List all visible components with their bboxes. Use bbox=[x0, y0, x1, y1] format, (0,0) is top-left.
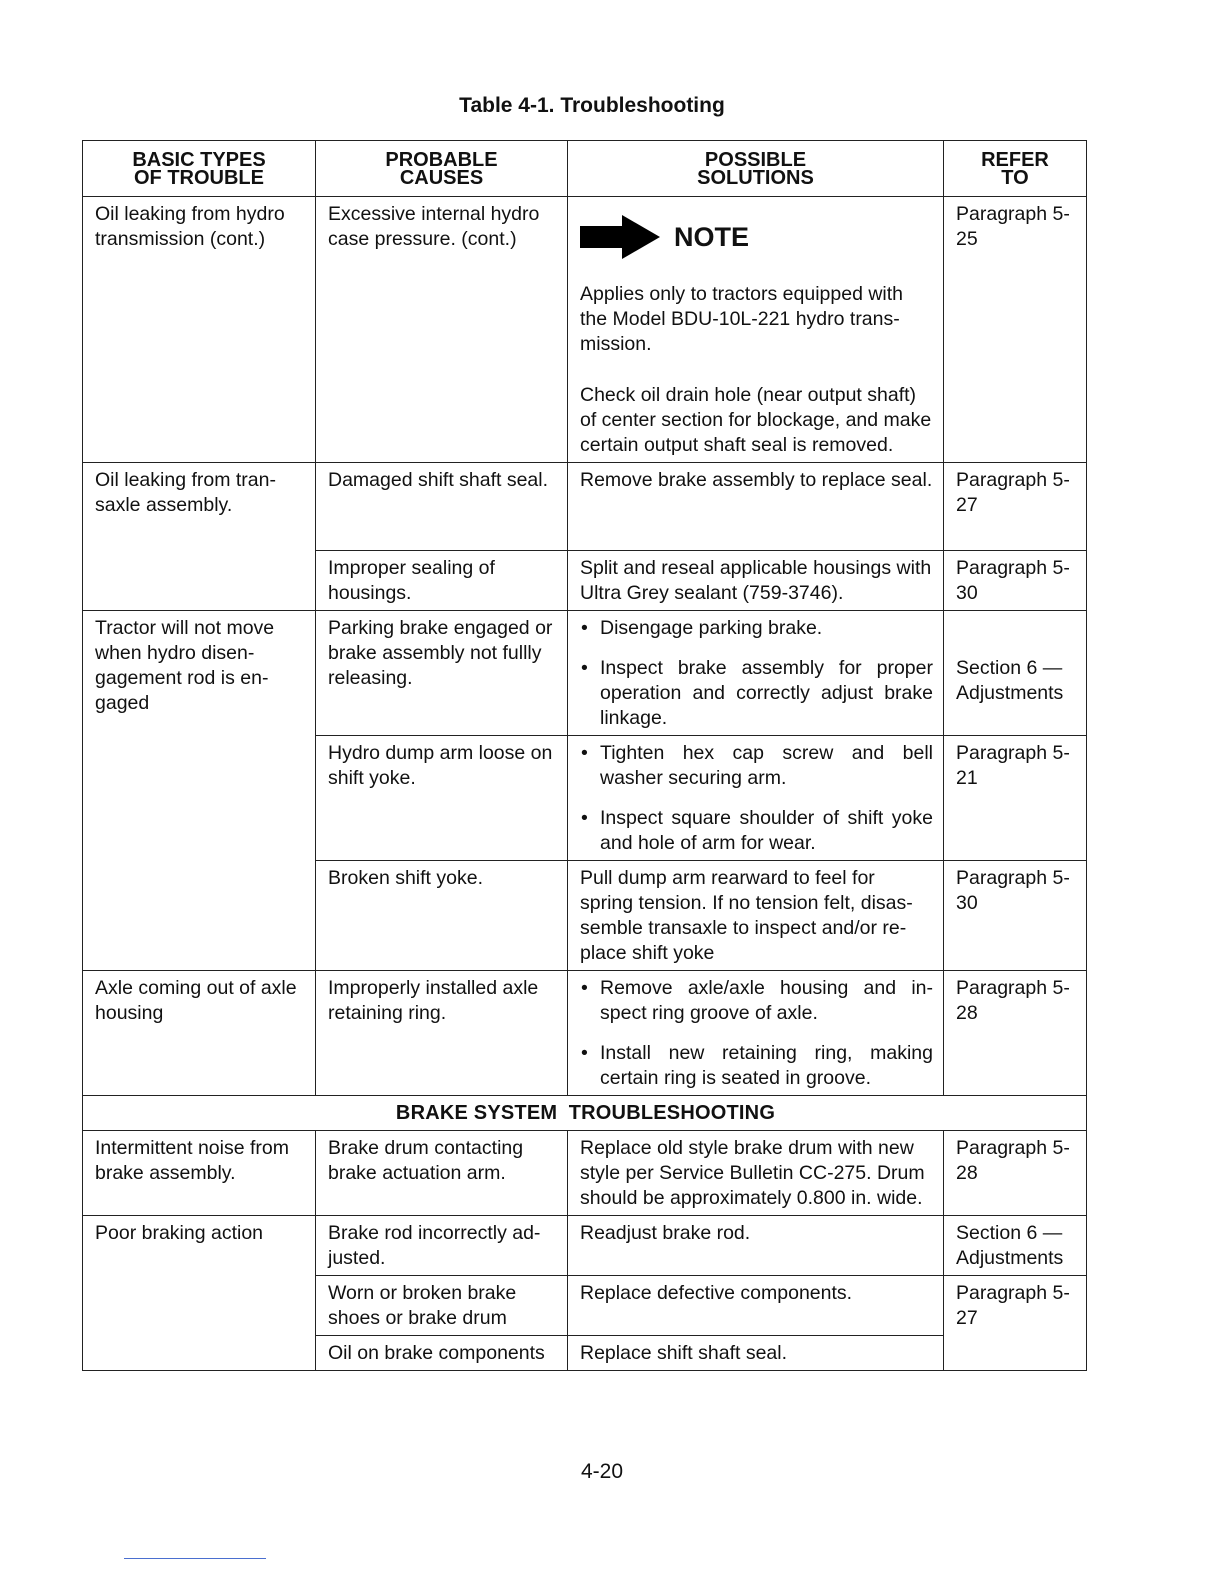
table-title: Table 4-1. Troubleshooting bbox=[459, 94, 725, 117]
header-basic-types: BASIC TYPES OF TROUBLE bbox=[83, 141, 316, 197]
header-refer-to: REFER TO bbox=[944, 141, 1087, 197]
cause-cell: Improperly installed axle retaining ring. bbox=[316, 971, 568, 1096]
trouble-cell: Poor braking action bbox=[83, 1216, 316, 1371]
cause-cell: Broken shift yoke. bbox=[316, 861, 568, 971]
cause-cell: Brake drum contacting brake actuation arm. bbox=[316, 1131, 568, 1216]
trouble-cell: Tractor will not move when hydro disengagement rod is engaged bbox=[83, 611, 316, 971]
note-text: Applies only to tractors equipped with the Model BDU-10L-221 hydro transmission. bbox=[580, 283, 904, 355]
refer-cell: Paragraph 5-28 bbox=[944, 971, 1087, 1096]
solution-cell: Readjust brake rod. bbox=[568, 1216, 944, 1276]
refer-cell: Section 6 — Adjustments bbox=[944, 611, 1087, 736]
solution-cell bbox=[568, 197, 944, 463]
cause-cell: Hydro dump arm loose on shift yoke. bbox=[316, 736, 568, 861]
table-header-row bbox=[83, 141, 1087, 197]
solution-list bbox=[580, 616, 933, 731]
solution-cell bbox=[568, 736, 944, 861]
table-row bbox=[83, 1216, 1087, 1276]
refer-cell: Paragraph 5-27 bbox=[944, 463, 1087, 551]
list-item: • Install new retaining ring, making certain ring is seated in groove. bbox=[580, 1041, 933, 1091]
solution-cell: Replace old style brake drum with new style per Service Bulletin CC-275. Drum should be approximately 0.800 in. wide. bbox=[568, 1131, 944, 1216]
header-probable-causes: PROBABLE CAUSES bbox=[316, 141, 568, 197]
solution-list bbox=[580, 741, 933, 856]
solution-cell bbox=[568, 971, 944, 1096]
solution-cell: Replace defective components. bbox=[568, 1276, 944, 1336]
refer-cell: Paragraph 5-25 bbox=[944, 197, 1087, 463]
cause-cell: Brake rod incorrectly adjusted. bbox=[316, 1216, 568, 1276]
troubleshooting-table bbox=[82, 140, 1087, 1371]
note-arrow-icon bbox=[580, 215, 660, 259]
note-callout bbox=[580, 202, 933, 272]
cause-cell: Damaged shift shaft seal. bbox=[316, 463, 568, 551]
refer-cell: Section 6 — Adjustments bbox=[944, 1216, 1087, 1276]
list-item: • Tighten hex cap screw and bell washer securing arm. bbox=[580, 741, 933, 791]
trouble-cell: Oil leaking from hydro transmission (cont.) bbox=[83, 197, 316, 463]
trouble-cell: Intermittent noise from brake assembly. bbox=[83, 1131, 316, 1216]
list-item: • Disengage parking brake. bbox=[580, 616, 933, 641]
cause-cell: Worn or broken brake shoes or brake drum bbox=[316, 1276, 568, 1336]
solution-cell bbox=[568, 611, 944, 736]
cause-cell: Oil on brake components bbox=[316, 1336, 568, 1371]
solution-cell: Remove brake assembly to replace seal. bbox=[568, 463, 944, 551]
refer-cell: Paragraph 5-21 bbox=[944, 736, 1087, 861]
solution-list bbox=[580, 976, 933, 1091]
solution-cell: Replace shift shaft seal. bbox=[568, 1336, 944, 1371]
trouble-cell: Axle coming out of axle housing bbox=[83, 971, 316, 1096]
solution-cell: Pull dump arm rearward to feel for spring tension. If no tension felt, disassemble transaxle to inspect and/or replace shift yoke bbox=[568, 861, 944, 971]
section-heading: BRAKE SYSTEM TROUBLESHOOTING bbox=[83, 1096, 1087, 1131]
cause-cell: Excessive internal hydro case pressure. (cont.) bbox=[316, 197, 568, 463]
table-row bbox=[83, 197, 1087, 463]
list-item: • Remove axle/axle housing and inspect ring groove of axle. bbox=[580, 976, 933, 1026]
footer-rule bbox=[124, 1558, 266, 1559]
section-header-row bbox=[83, 1096, 1087, 1131]
refer-cell: Paragraph 5-28 bbox=[944, 1131, 1087, 1216]
refer-cell: Paragraph 5-30 bbox=[944, 551, 1087, 611]
table-row bbox=[83, 971, 1087, 1096]
header-possible-solutions: POSSIBLE SOLUTIONS bbox=[568, 141, 944, 197]
refer-cell: Paragraph 5-27 bbox=[944, 1276, 1087, 1371]
cause-cell: Parking brake engaged or brake assembly not fullly releasing. bbox=[316, 611, 568, 736]
solution-cell: Split and reseal applicable housings with Ultra Grey sealant (759-3746). bbox=[568, 551, 944, 611]
trouble-cell: Oil leaking from transaxle assembly. bbox=[83, 463, 316, 611]
table-row bbox=[83, 463, 1087, 551]
solution-text: Check oil drain hole (near output shaft) of center section for blockage, and make certain output shaft seal is removed. bbox=[580, 384, 932, 456]
refer-cell: Paragraph 5-30 bbox=[944, 861, 1087, 971]
table-row bbox=[83, 611, 1087, 736]
note-label: NOTE bbox=[674, 221, 750, 252]
table-row bbox=[83, 1131, 1087, 1216]
list-item: • Inspect brake assembly for proper operation and correctly adjust brake linkage. bbox=[580, 656, 933, 731]
list-item: • Inspect square shoulder of shift yoke and hole of arm for wear. bbox=[580, 806, 933, 856]
page-number: 4-20 bbox=[580, 1460, 624, 1483]
cause-cell: Improper sealing of housings. bbox=[316, 551, 568, 611]
